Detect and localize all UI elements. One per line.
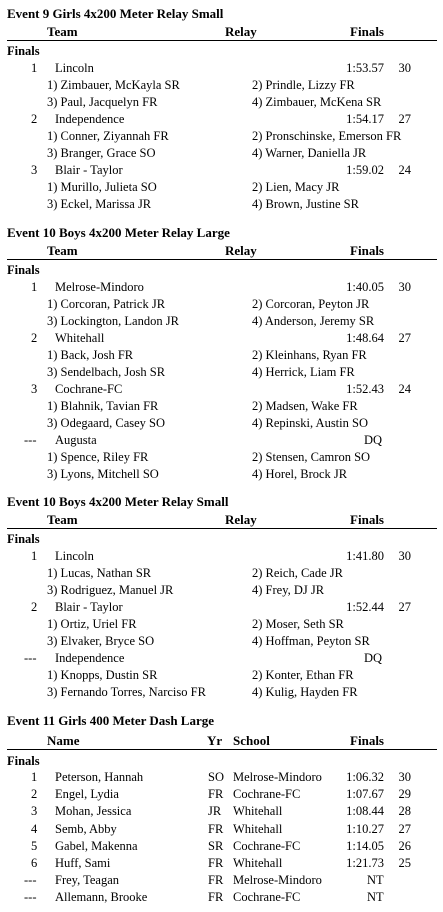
athlete-name: Allemann, Brooke: [55, 890, 148, 905]
place: 3: [31, 382, 38, 396]
relay-runner: 1) Murillo, Julieta SO: [47, 180, 157, 194]
relay-runner: 4) Repinski, Austin SO: [252, 416, 368, 430]
header-finals: Finals: [350, 733, 384, 748]
header-relay: Relay: [225, 512, 257, 527]
team-name: Blair - Taylor: [55, 163, 123, 177]
place: 5: [31, 838, 38, 853]
athlete-points: 26: [398, 838, 411, 853]
relay-runner: 2) Lien, Macy JR: [252, 180, 340, 194]
team-name: Melrose-Mindoro: [55, 280, 144, 294]
relay-runner: 2) Stensen, Camron SO: [252, 450, 371, 464]
relay-runner: 3) Paul, Jacquelyn FR: [47, 95, 158, 109]
result-time: 1:07.67: [346, 787, 384, 802]
relay-runner: 2) Prindle, Lizzy FR: [252, 78, 355, 92]
header-rule: [7, 528, 437, 529]
athlete-school: Cochrane-FC: [233, 890, 301, 905]
team-points: 24: [398, 382, 411, 396]
result-time: 1:21.73: [346, 856, 384, 870]
athlete-school: Cochrane-FC: [233, 838, 301, 853]
relay-runner: 2) Madsen, Wake FR: [252, 399, 358, 413]
place: 6: [31, 856, 38, 870]
result-time: 1:08.44: [346, 804, 384, 819]
athlete-year: FR: [208, 890, 224, 905]
team-name: Whitehall: [55, 331, 105, 345]
header-yr: Yr: [207, 733, 223, 748]
event-title: Event 10 Boys 4x200 Meter Relay Large: [7, 225, 230, 240]
result-time: 1:10.27: [346, 821, 384, 836]
finals-label: Finals: [7, 532, 40, 546]
relay-runner: 4) Herrick, Liam FR: [252, 365, 355, 379]
team-name: Augusta: [55, 433, 97, 447]
relay-runner: 1) Knopps, Dustin SR: [47, 668, 158, 682]
athlete-year: FR: [208, 856, 224, 870]
relay-runner: 2) Corcoran, Peyton JR: [252, 297, 370, 311]
header-name: Name: [47, 733, 80, 748]
event-title: Event 10 Boys 4x200 Meter Relay Small: [7, 494, 229, 509]
relay-runner: 3) Fernando Torres, Narciso FR: [47, 685, 206, 699]
relay-runner: 2) Moser, Seth SR: [252, 617, 344, 631]
relay-runner: 3) Sendelbach, Josh SR: [47, 365, 166, 379]
relay-runner: 4) Frey, DJ JR: [252, 583, 325, 597]
event-title: Event 11 Girls 400 Meter Dash Large: [7, 713, 215, 728]
header-team: Team: [47, 243, 78, 258]
result-time: 1:52.44: [346, 600, 384, 614]
team-name: Cochrane-FC: [55, 382, 123, 396]
relay-runner: 1) Spence, Riley FR: [47, 450, 149, 464]
relay-runner: 4) Kulig, Hayden FR: [252, 685, 358, 699]
athlete-name: Mohan, Jessica: [55, 804, 132, 819]
relay-runner: 3) Eckel, Marissa JR: [47, 197, 152, 211]
result-time: 1:14.05: [346, 838, 384, 853]
relay-runner: 4) Warner, Daniella JR: [252, 146, 367, 160]
header-school: School: [233, 733, 270, 748]
athlete-year: JR: [208, 804, 222, 819]
relay-runner: 1) Ortiz, Uriel FR: [47, 617, 137, 631]
relay-runner: 3) Branger, Grace SO: [47, 146, 156, 160]
header-finals: Finals: [350, 512, 384, 527]
result-time: 1:40.05: [346, 280, 384, 294]
relay-runner: 2) Pronschinske, Emerson FR: [252, 129, 402, 143]
relay-runner: 1) Lucas, Nathan SR: [47, 566, 152, 580]
athlete-name: Huff, Sami: [55, 856, 111, 870]
place: 1: [31, 61, 38, 75]
place: 3: [31, 804, 38, 819]
athlete-year: FR: [208, 873, 224, 888]
place: 2: [31, 331, 38, 345]
team-name: Lincoln: [55, 61, 94, 75]
athlete-points: 28: [398, 804, 411, 819]
result-time: 1:53.57: [346, 61, 384, 75]
result-time: 1:59.02: [346, 163, 384, 177]
athlete-school: Whitehall: [233, 821, 283, 836]
relay-runner: 2) Konter, Ethan FR: [252, 668, 354, 682]
header-finals: Finals: [350, 243, 384, 258]
place: 4: [31, 821, 38, 836]
relay-runner: 4) Horel, Brock JR: [252, 467, 348, 481]
place: ---: [24, 890, 37, 905]
header-rule: [7, 40, 437, 41]
athlete-points: 25: [398, 856, 411, 870]
header-relay: Relay: [225, 243, 257, 258]
athlete-name: Semb, Abby: [55, 821, 117, 836]
team-name: Lincoln: [55, 549, 94, 563]
athlete-name: Frey, Teagan: [55, 873, 120, 888]
team-points: 27: [398, 331, 411, 345]
relay-runner: 4) Brown, Justine SR: [252, 197, 359, 211]
result-time: 1:54.17: [346, 112, 384, 126]
athlete-school: Whitehall: [233, 856, 283, 870]
place: 2: [31, 787, 38, 802]
relay-runner: 1) Back, Josh FR: [47, 348, 134, 362]
result-time: 1:48.64: [346, 331, 384, 345]
athlete-school: Melrose-Mindoro: [233, 770, 322, 784]
relay-runner: 3) Lockington, Landon JR: [47, 314, 179, 328]
relay-runner: 2) Reich, Cade JR: [252, 566, 343, 580]
athlete-year: FR: [208, 821, 224, 836]
team-points: 30: [398, 280, 411, 294]
place: ---: [24, 873, 37, 888]
athlete-school: Melrose-Mindoro: [233, 873, 322, 888]
place: ---: [24, 651, 37, 665]
athlete-points: 29: [398, 787, 411, 802]
place: ---: [24, 433, 37, 447]
team-name: Independence: [55, 112, 125, 126]
place: 3: [31, 163, 38, 177]
result-time: NT: [367, 890, 384, 905]
team-points: 24: [398, 163, 411, 177]
event-title: Event 9 Girls 4x200 Meter Relay Small: [7, 6, 224, 21]
relay-runner: 3) Elvaker, Bryce SO: [47, 634, 155, 648]
relay-runner: 3) Odegaard, Casey SO: [47, 416, 166, 430]
team-name: Independence: [55, 651, 125, 665]
place: 1: [31, 549, 38, 563]
athlete-year: SO: [208, 770, 224, 784]
athlete-points: 27: [398, 821, 411, 836]
relay-runner: 1) Conner, Ziyannah FR: [47, 129, 169, 143]
place: 1: [31, 770, 38, 784]
finals-label: Finals: [7, 44, 40, 58]
relay-runner: 1) Blahnik, Tavian FR: [47, 399, 159, 413]
athlete-points: 30: [398, 770, 411, 784]
header-finals: Finals: [350, 24, 384, 39]
relay-runner: 4) Hoffman, Peyton SR: [252, 634, 370, 648]
athlete-school: Whitehall: [233, 804, 283, 819]
athlete-school: Cochrane-FC: [233, 787, 301, 802]
finals-label: Finals: [7, 263, 40, 277]
athlete-year: FR: [208, 787, 224, 802]
result-time: 1:41.80: [346, 549, 384, 563]
relay-runner: 2) Kleinhans, Ryan FR: [252, 348, 367, 362]
relay-runner: 4) Anderson, Jeremy SR: [252, 314, 375, 328]
team-points: 27: [398, 112, 411, 126]
result-time: 1:52.43: [346, 382, 384, 396]
result-time: 1:06.32: [346, 770, 384, 784]
athlete-name: Gabel, Makenna: [55, 838, 138, 853]
header-team: Team: [47, 512, 78, 527]
place: 2: [31, 112, 38, 126]
place: 2: [31, 600, 38, 614]
athlete-name: Peterson, Hannah: [55, 770, 144, 784]
result-time: DQ: [364, 433, 383, 447]
team-points: 27: [398, 600, 411, 614]
team-points: 30: [398, 549, 411, 563]
result-time: NT: [367, 873, 384, 888]
relay-runner: 3) Lyons, Mitchell SO: [47, 467, 159, 481]
relay-runner: 3) Rodriguez, Manuel JR: [47, 583, 174, 597]
place: 1: [31, 280, 38, 294]
athlete-year: SR: [208, 838, 224, 853]
relay-runner: 1) Zimbauer, McKayla SR: [47, 78, 180, 92]
finals-label: Finals: [7, 754, 40, 768]
athlete-name: Engel, Lydia: [55, 787, 119, 802]
header-rule: [7, 749, 437, 750]
team-name: Blair - Taylor: [55, 600, 123, 614]
relay-runner: 4) Zimbauer, McKena SR: [252, 95, 382, 109]
team-points: 30: [398, 61, 411, 75]
header-relay: Relay: [225, 24, 257, 39]
header-rule: [7, 259, 437, 260]
result-time: DQ: [364, 651, 383, 665]
header-team: Team: [47, 24, 78, 39]
relay-runner: 1) Corcoran, Patrick JR: [47, 297, 166, 311]
